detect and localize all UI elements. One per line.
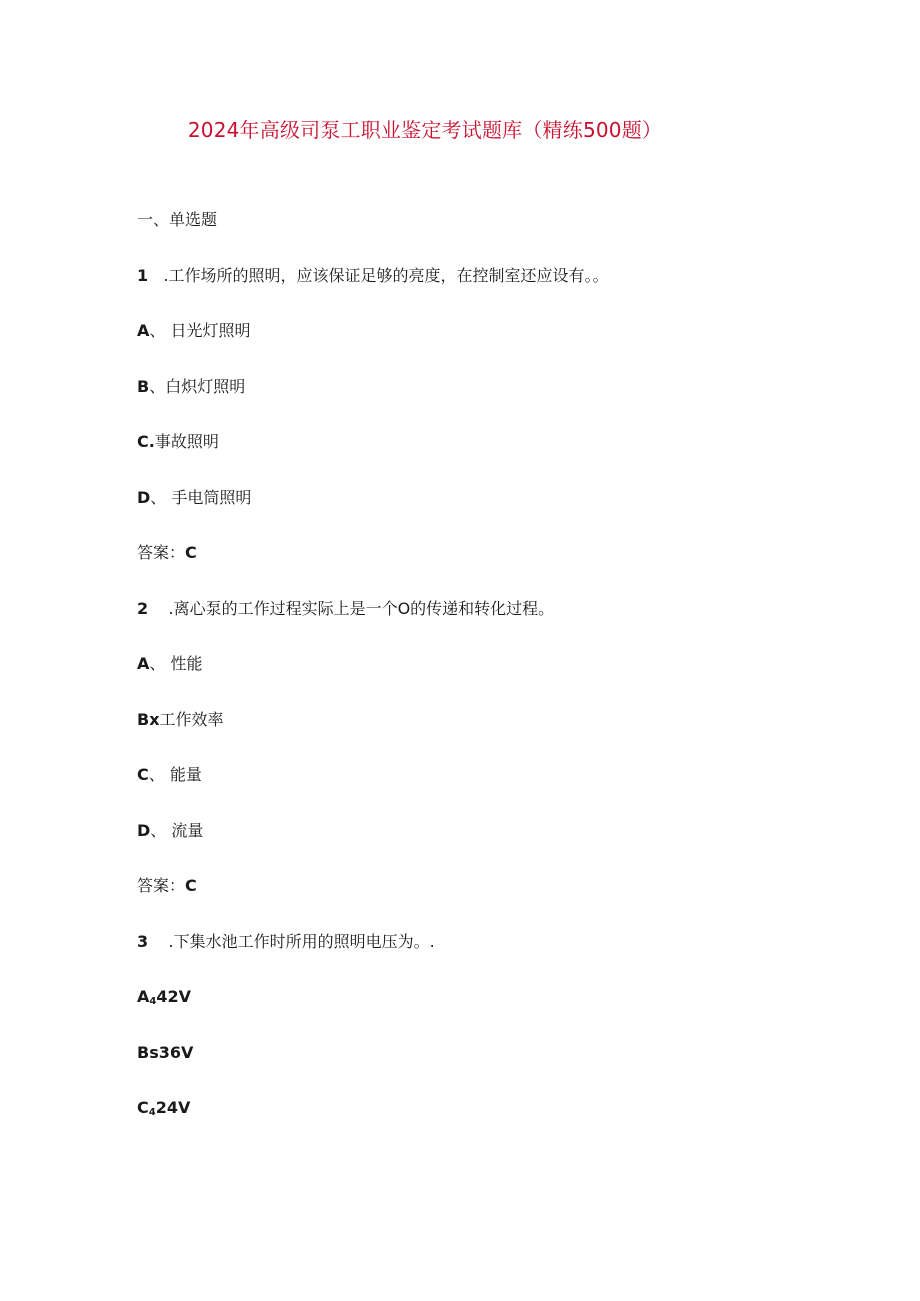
question-number: 1	[137, 265, 149, 285]
option-separator: 4	[148, 1107, 156, 1118]
option-line	[137, 817, 837, 873]
question-text: .离心泵的工作过程实际上是一个O的传递和转化过程。	[168, 598, 555, 618]
option-line	[137, 484, 837, 540]
option-letter: A	[137, 654, 150, 673]
question-text: .工作场所的照明，应该保证足够的亮度，在控制室还应设有。。	[163, 265, 609, 285]
question-text: .下集水池工作时所用的照明电压为。.	[168, 931, 435, 951]
option-line	[137, 983, 837, 1039]
option-separator: 、	[150, 487, 167, 507]
section-heading: 一、单选题	[137, 210, 218, 229]
option-text: 日光灯照明	[170, 321, 251, 340]
answer-value: C	[185, 876, 197, 895]
option-separator: 、	[149, 321, 166, 340]
option-text: 能量	[169, 765, 202, 784]
answer-value: C	[185, 543, 197, 562]
option-text: 流量	[171, 820, 204, 840]
option-line	[137, 317, 837, 373]
option-text: 白炽灯照明	[165, 376, 246, 396]
option-separator: 、	[149, 376, 166, 396]
option-text: 事故照明	[154, 432, 219, 451]
option-letter: D	[137, 820, 151, 840]
option-text: 36V	[158, 1042, 194, 1062]
option-letter: Bx	[137, 709, 160, 729]
option-letter: A	[137, 321, 150, 340]
option-text: 24V	[155, 1098, 191, 1117]
answer-line	[137, 872, 837, 928]
option-letter: A	[137, 987, 150, 1006]
question-number: 3	[137, 931, 149, 951]
option-text: 性能	[170, 654, 203, 673]
answer-label: 答案：	[137, 876, 186, 895]
option-letter: D	[137, 487, 151, 507]
option-letter: C	[137, 765, 149, 784]
question-stem	[137, 595, 837, 651]
option-letter: B	[137, 376, 150, 396]
question-number: 2	[137, 598, 149, 618]
answer-line	[137, 539, 837, 595]
option-separator: 、	[148, 765, 165, 784]
option-letter: Bs	[137, 1042, 159, 1062]
question-list	[137, 206, 837, 1150]
document-title: 2024年高级司泵工职业鉴定考试题库（精练500题）	[187, 118, 663, 142]
option-text: 手电筒照明	[171, 487, 252, 507]
option-line	[137, 706, 837, 762]
option-separator: 、	[149, 654, 166, 673]
option-letter: C	[137, 1098, 149, 1117]
answer-label: 答案：	[137, 543, 186, 562]
option-separator: 、	[150, 820, 167, 840]
option-line	[137, 650, 837, 706]
option-line	[137, 1094, 837, 1150]
option-letter: C	[137, 432, 149, 451]
option-line	[137, 373, 837, 429]
option-separator: .	[148, 432, 155, 451]
option-line	[137, 1039, 837, 1095]
question-stem	[137, 928, 837, 984]
option-line	[137, 428, 837, 484]
option-separator: 4	[149, 996, 157, 1007]
option-line	[137, 761, 837, 817]
option-text: 工作效率	[159, 709, 224, 729]
question-stem	[137, 262, 837, 318]
option-text: 42V	[156, 987, 192, 1006]
